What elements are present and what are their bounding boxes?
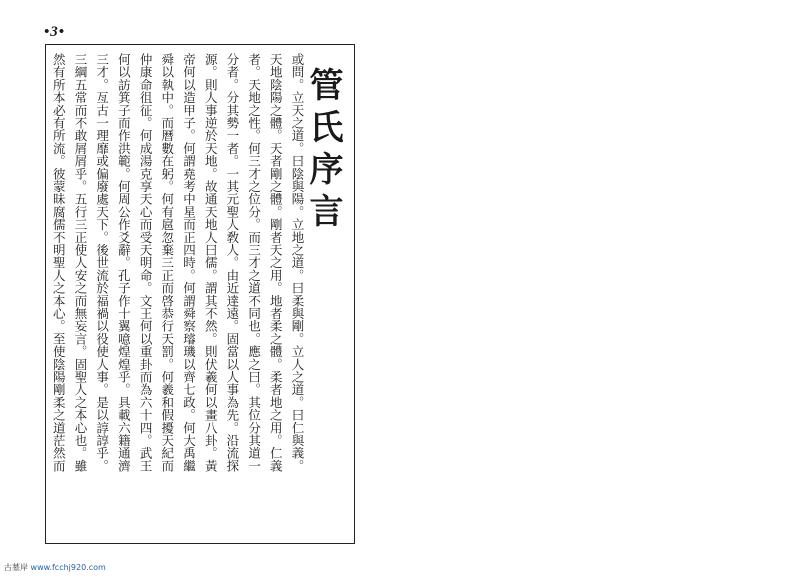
text-column: 然有所本必有所流。彼蒙昧腐儒不明聖人之本心。至使陰陽剛柔之道茫然而 [51, 53, 67, 473]
watermark-footer [4, 562, 106, 573]
page-number: •3• [44, 24, 66, 40]
text-column: 仲康命徂征。何成湯克享天心而受天明命。文王何以重卦而為六十四。武王 [138, 53, 154, 473]
text-column: 天地陰陽之體。天者剛之體。剛者天之用。地者柔之體。柔者地之用。仁義 [268, 53, 284, 473]
text-column: 何以訪箕子而作洪範。何周公作爻辭。孔子作十翼噫煌煌乎。具載六籍通濟 [116, 53, 132, 473]
text-column: 源。則人事逆於天地。故通天地人曰儒。謂其不然。則伏羲何以畫八卦。黃 [203, 53, 219, 473]
text-frame [45, 44, 355, 544]
text-column: 或問。立天之道。曰陰與陽。立地之道。曰柔與剛。立人之道。曰仁與義。 [290, 53, 305, 473]
footer-site-name: 古墓岸 [4, 563, 28, 572]
text-column: 舜以執中。而曆數在躬。何有扈忽棄三正而啓恭行天罰。何羲和假擾天紀而 [159, 53, 175, 473]
text-column: 帝何以造甲子。何謂堯考中星而正四時。何謂舜察璿璣以齊七政。何大禹繼 [181, 53, 197, 473]
page-title: 管氏序言 [303, 67, 343, 235]
text-column: 者。天地之性。何三才之位分。而三才之道不同也。應之曰。其位分其道一 [246, 53, 262, 473]
footer-domain[interactable]: www.fcchj920.com [30, 563, 106, 572]
preface-body [48, 53, 308, 533]
text-column: 三才。亙古一理靡或偏廢處天下。後世流於福禍以役使人事。是以諄諄乎。 [94, 53, 110, 473]
text-column: 三綱五常而不敢屑屑乎。五行三正使人安之而無妄言。固聖人之本心也。雖 [72, 53, 88, 473]
text-column: 分者。分其勢一者。一其元聖人敎人。由近達遠。固當以人事為先。沿流探 [224, 53, 240, 473]
